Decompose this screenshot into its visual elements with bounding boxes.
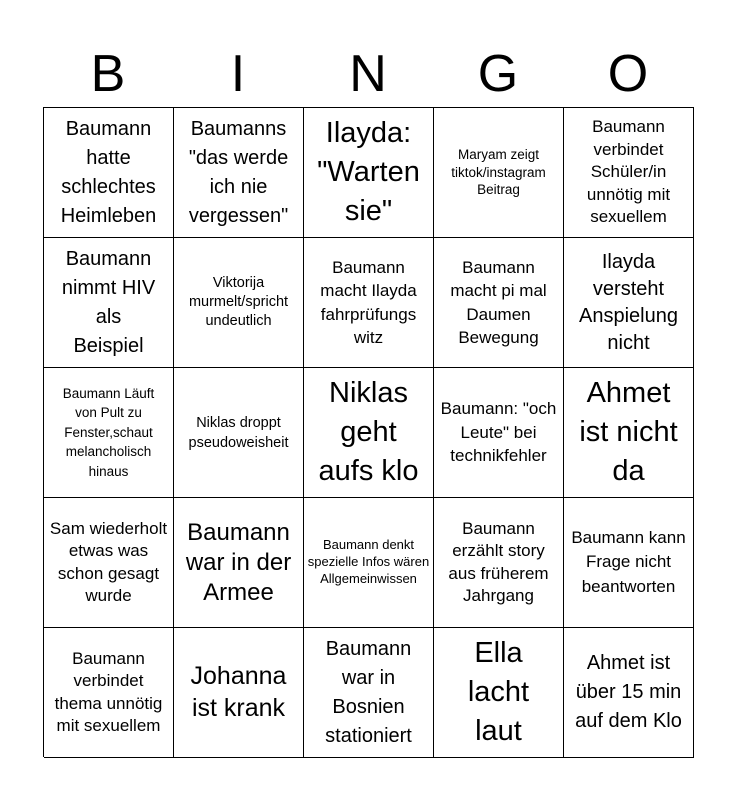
cell-text: Ahmet ist nicht da: [579, 376, 678, 488]
bingo-cell[interactable]: [434, 368, 564, 498]
bingo-cell[interactable]: [434, 498, 564, 628]
bingo-cell[interactable]: [434, 238, 564, 368]
cell-text: Baumann macht Ilayda fahrprüfungs witz: [320, 257, 417, 347]
cell-text: Baumann war in Bosnien stationiert: [325, 637, 412, 747]
header-letter-o: O: [607, 45, 649, 103]
bingo-cell[interactable]: [564, 628, 694, 758]
cell-text: Baumann verbindet thema unnötig mit sexuellem: [54, 648, 163, 735]
cell-text: Baumann macht pi mal Daumen Bewegung: [450, 257, 547, 347]
cell-text: Baumann hatte schlechtes Heimleben: [60, 117, 157, 227]
bingo-cell[interactable]: [304, 108, 434, 238]
bingo-cell[interactable]: [44, 498, 174, 628]
bingo-cell[interactable]: [44, 108, 174, 238]
header-letter-g: G: [477, 45, 519, 103]
bingo-cell[interactable]: [434, 108, 564, 238]
bingo-cell[interactable]: [174, 238, 304, 368]
bingo-cell[interactable]: [174, 108, 304, 238]
cell-text: Sam wiederholt etwas was schon gesagt wurde: [49, 518, 168, 605]
cell-text: Maryam zeigt tiktok/instagram Beitrag: [451, 146, 546, 198]
header-letter-n: N: [349, 45, 387, 103]
bingo-cell[interactable]: [304, 238, 434, 368]
bingo-cell[interactable]: [44, 368, 174, 498]
cell-text: Baumanns "das werde ich nie vergessen": [188, 117, 289, 227]
cell-text: Ilayda versteht Anspielung nicht: [579, 250, 678, 354]
cell-text: Ella lacht laut: [467, 636, 530, 748]
cell-text: Ilayda: "Warten sie": [317, 116, 420, 228]
bingo-cell[interactable]: [174, 368, 304, 498]
header-letter-b: B: [90, 45, 126, 103]
cell-text: Baumann erzählt story aus früherem Jahrgang: [448, 518, 549, 605]
cell-text: Niklas droppt pseudoweisheit: [188, 414, 289, 451]
header-letter-i: I: [230, 45, 246, 103]
bingo-cell[interactable]: [434, 628, 564, 758]
bingo-cell[interactable]: [304, 368, 434, 498]
cell-text: Baumann kann Frage nicht beantworten: [571, 527, 686, 596]
bingo-cell[interactable]: [44, 238, 174, 368]
bingo-grid: [43, 107, 694, 757]
bingo-cell[interactable]: [304, 628, 434, 758]
bingo-cell[interactable]: [44, 628, 174, 758]
cell-text: Baumann nimmt HIV als Beispiel: [61, 247, 156, 357]
cell-text: Baumann Läuft von Pult zu Fenster,schaut melancholisch hinaus: [62, 385, 155, 479]
bingo-header: [43, 40, 693, 108]
cell-text: Niklas geht aufs klo: [318, 376, 419, 488]
bingo-cell[interactable]: [564, 238, 694, 368]
cell-text: Viktorija murmelt/spricht undeutlich: [188, 275, 289, 329]
cell-text: Johanna ist krank: [190, 662, 287, 722]
cell-text: Baumann war in der Armee: [185, 518, 292, 606]
bingo-cell[interactable]: [564, 108, 694, 238]
cell-text: Baumann: "och Leute" bei technikfehler: [440, 399, 557, 466]
bingo-cell[interactable]: [564, 368, 694, 498]
bingo-cell[interactable]: [304, 498, 434, 628]
bingo-cell[interactable]: [564, 498, 694, 628]
bingo-cell[interactable]: [174, 498, 304, 628]
cell-text: Ahmet ist über 15 min auf dem Klo: [575, 652, 682, 732]
cell-text: Baumann denkt spezielle Infos wären Allgemeinwissen: [307, 537, 430, 586]
cell-text: Baumann verbindet Schüler/in unnötig mit sexuellem: [586, 117, 671, 227]
bingo-cell[interactable]: [174, 628, 304, 758]
